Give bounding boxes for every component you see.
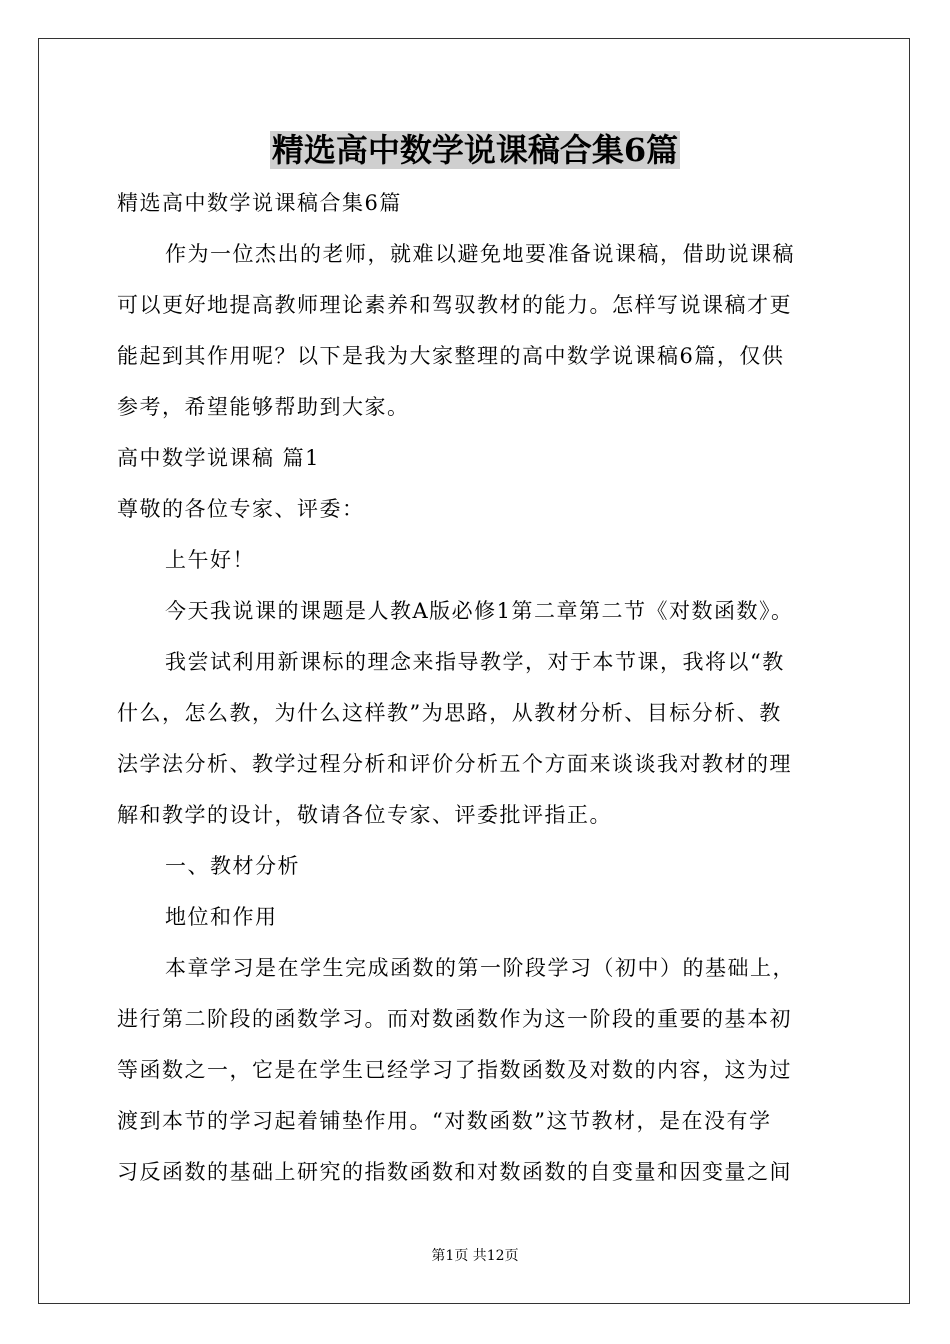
- text-line: 什么，怎么教，为什么这样教”为思路，从教材分析、目标分析、教: [117, 701, 782, 725]
- text-line: 今天我说课的课题是人教A版必修1第二章第二节《对数函数》。: [165, 599, 794, 623]
- subsection-heading: 一、教材分析: [165, 854, 300, 878]
- subsection-heading: 地位和作用: [165, 905, 278, 929]
- text-line: 精选高中数学说课稿合集6篇: [117, 191, 402, 215]
- text-line: 渡到本节的学习起着铺垫作用。“对数函数”这节教材，是在没有学: [117, 1109, 772, 1133]
- text-line: 上午好！: [165, 548, 255, 572]
- text-line: 能起到其作用呢？以下是我为大家整理的高中数学说课稿6篇，仅供: [117, 344, 785, 368]
- text-line: 习反函数的基础上研究的指数函数和对数函数的自变量和因变量之间: [117, 1160, 792, 1184]
- text-line: 我尝试利用新课标的理念来指导教学，对于本节课，我将以“教: [165, 650, 785, 674]
- document-title: [0, 128, 950, 172]
- text-line: 可以更好地提高教师理论素养和驾驭教材的能力。怎样写说课稿才更: [117, 293, 792, 317]
- page-number: 第1页 共12页: [431, 1248, 519, 1264]
- text-line: 等函数之一，它是在学生已经学习了指数函数及对数的内容，这为过: [117, 1058, 792, 1082]
- text-line: 解和教学的设计，敬请各位专家、评委批评指正。: [117, 803, 612, 827]
- text-line: 尊敬的各位专家、评委：: [117, 497, 365, 521]
- document-title-text: 精选高中数学说课稿合集6篇: [271, 131, 679, 169]
- document-body: [117, 178, 835, 1198]
- text-line: 参考，希望能够帮助到大家。: [117, 395, 410, 419]
- text-line: 作为一位杰出的老师，就难以避免地要准备说课稿，借助说课稿: [165, 242, 795, 266]
- text-line: 进行第二阶段的函数学习。而对数函数作为这一阶段的重要的基本初: [117, 1007, 792, 1031]
- section-heading: 高中数学说课稿 篇1: [117, 446, 321, 470]
- text-line: 法学法分析、教学过程分析和评价分析五个方面来谈谈我对教材的理: [117, 752, 792, 776]
- text-line: 本章学习是在学生完成函数的第一阶段学习（初中）的基础上，: [165, 956, 795, 980]
